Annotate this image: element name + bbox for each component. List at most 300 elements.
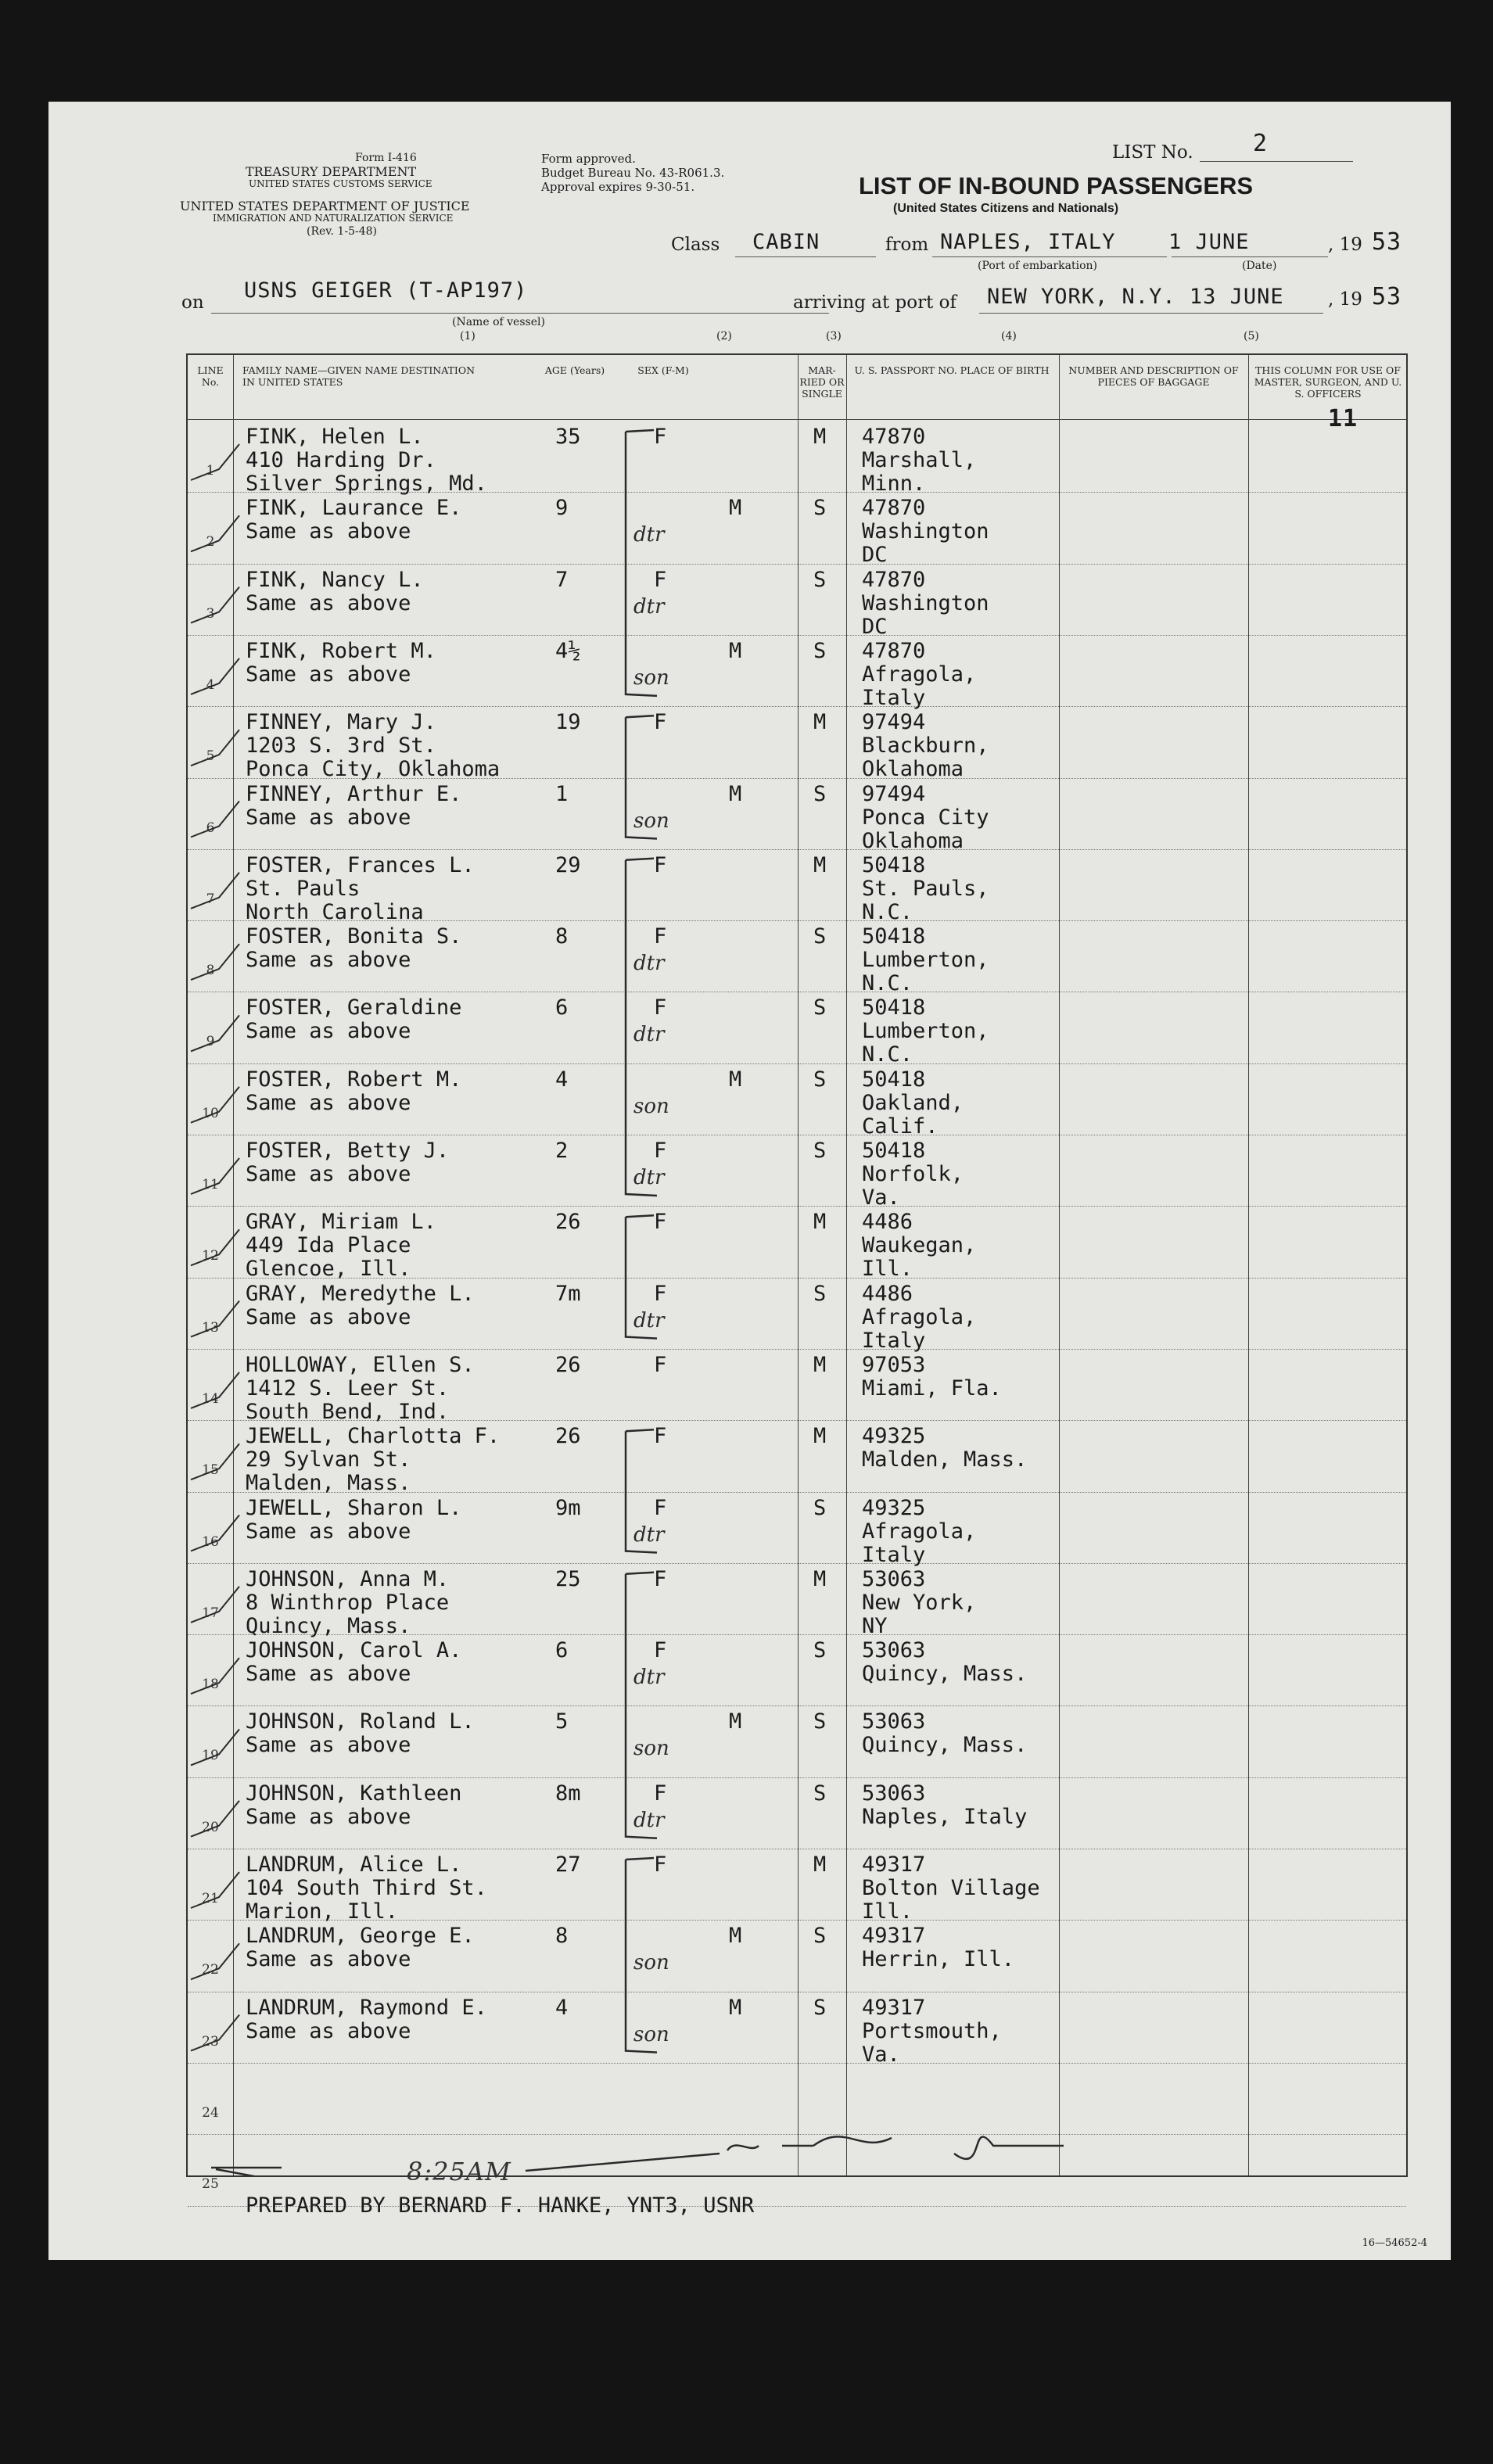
- vessel-name: USNS GEIGER (T-AP197): [244, 278, 528, 303]
- passenger-marital-status: S: [813, 1495, 827, 1520]
- passenger-destination: 449 Ida Place: [246, 1233, 411, 1258]
- year-prefix-2: , 19: [1328, 289, 1362, 310]
- passenger-sex: F: [654, 1352, 667, 1377]
- family-bracket: [626, 430, 657, 696]
- list-number: 2: [1253, 130, 1269, 157]
- place-of-birth: Quincy, Mass.: [862, 1733, 1028, 1758]
- passport-number: 50418: [862, 1067, 926, 1092]
- relationship-note: son: [633, 2022, 669, 2046]
- place-of-birth-2: N.C.: [862, 1042, 913, 1067]
- check-mark: [191, 2015, 239, 2051]
- place-of-birth-2: Calif.: [862, 1114, 939, 1139]
- passenger-marital-status: S: [813, 567, 827, 592]
- place-of-birth: Quincy, Mass.: [862, 1662, 1028, 1687]
- passenger-sex: F: [654, 710, 667, 735]
- passport-number: 49317: [862, 1924, 926, 1949]
- passenger-marital-status: M: [813, 710, 827, 735]
- place-of-birth: Lumberton,: [862, 948, 989, 973]
- passenger-destination: Same as above: [246, 1304, 411, 1329]
- family-bracket: [626, 1215, 657, 1338]
- passenger-destination: 1203 S. 3rd St.: [246, 733, 436, 759]
- place-of-birth: St. Pauls,: [862, 876, 989, 901]
- line-number: 1: [206, 463, 215, 479]
- line-number: 13: [202, 1319, 219, 1336]
- passenger-marital-status: M: [813, 1424, 827, 1449]
- passenger-age: 8m: [555, 1781, 581, 1806]
- passenger-name: FINNEY, Mary J.: [246, 710, 436, 735]
- passenger-age: 6: [555, 995, 569, 1020]
- passenger-name: FINNEY, Arthur E.: [246, 781, 462, 806]
- check-mark: [191, 1801, 239, 1837]
- arrival-year: 53: [1372, 283, 1402, 310]
- passport-number: 49325: [862, 1495, 926, 1520]
- passenger-age: 26: [555, 1424, 581, 1449]
- passport-number: 47870: [862, 425, 926, 449]
- passenger-age: 7m: [555, 1281, 581, 1306]
- passenger-destination: Same as above: [246, 1162, 411, 1186]
- passenger-name: FOSTER, Betty J.: [246, 1139, 450, 1163]
- line-number: 16: [202, 1533, 219, 1550]
- place-of-birth-2: Va.: [862, 2042, 900, 2067]
- passenger-destination: Same as above: [246, 805, 411, 830]
- passenger-destination: Same as above: [246, 662, 411, 687]
- handwritten-marks: [188, 355, 1406, 2175]
- passport-number: 97053: [862, 1352, 926, 1377]
- passport-number: 49325: [862, 1424, 926, 1449]
- place-of-birth-2: DC: [862, 543, 888, 568]
- passenger-sex: F: [654, 995, 667, 1020]
- header-married: MAR-RIED OR SINGLE: [799, 364, 845, 400]
- place-of-birth: Washington: [862, 519, 989, 544]
- passport-number: 50418: [862, 852, 926, 877]
- passenger-destination: Same as above: [246, 1662, 411, 1687]
- place-of-birth: Portsmouth,: [862, 2018, 1002, 2043]
- place-of-birth: Waukegan,: [862, 1233, 977, 1258]
- approval-line-2: Budget Bureau No. 43-R061.3.: [541, 166, 725, 180]
- passenger-sex: M: [729, 1067, 742, 1092]
- passenger-destination: Same as above: [246, 948, 411, 973]
- line-number: 4: [206, 676, 215, 693]
- passenger-name: JOHNSON, Carol A.: [246, 1638, 462, 1663]
- column-number-4: (4): [1001, 330, 1017, 343]
- relationship-note: dtr: [633, 1308, 665, 1332]
- passenger-destination-2: North Carolina: [246, 899, 424, 924]
- passenger-sex: F: [654, 924, 667, 949]
- check-mark: [191, 802, 239, 837]
- check-mark: [191, 1515, 239, 1551]
- passenger-age: 19: [555, 710, 581, 735]
- passenger-destination: Same as above: [246, 1519, 411, 1544]
- date-caption: (Date): [1242, 260, 1277, 272]
- passenger-destination: 29 Sylvan St.: [246, 1447, 411, 1472]
- passenger-name: GRAY, Meredythe L.: [246, 1281, 475, 1306]
- line-number: 7: [206, 891, 215, 907]
- passenger-name: FOSTER, Geraldine: [246, 995, 462, 1020]
- treasury-dept: TREASURY DEPARTMENT: [246, 164, 417, 179]
- passenger-sex: F: [654, 1495, 667, 1520]
- relationship-note: son: [633, 665, 669, 690]
- passenger-marital-status: S: [813, 638, 827, 663]
- handwritten-time: 8:25AM: [407, 2157, 511, 2186]
- passenger-name: FINK, Robert M.: [246, 638, 436, 663]
- port-of-embarkation: NAPLES, ITALY: [940, 230, 1116, 254]
- passenger-sex: F: [654, 425, 667, 449]
- class-value: CABIN: [752, 230, 820, 254]
- passenger-sex: F: [654, 852, 667, 877]
- passport-number: 53063: [862, 1781, 926, 1806]
- relationship-note: dtr: [633, 1808, 665, 1832]
- passenger-destination-2: Glencoe, Ill.: [246, 1257, 411, 1282]
- passenger-destination: St. Pauls: [246, 876, 361, 901]
- passenger-destination: Same as above: [246, 590, 411, 615]
- passenger-destination-2: Ponca City, Oklahoma: [246, 757, 501, 782]
- place-of-birth: Afragola,: [862, 1304, 977, 1329]
- place-of-birth: Miami, Fla.: [862, 1375, 1002, 1401]
- column-number-3: (3): [826, 330, 842, 343]
- place-of-birth: Oakland,: [862, 1090, 964, 1115]
- passenger-marital-status: S: [813, 1781, 827, 1806]
- line-number: 22: [202, 1962, 219, 1978]
- check-mark: [191, 515, 239, 551]
- place-of-birth: Norfolk,: [862, 1162, 964, 1186]
- column-number-1: (1): [460, 330, 476, 343]
- passenger-name: JOHNSON, Roland L.: [246, 1709, 475, 1734]
- line-number: 23: [202, 2033, 219, 2050]
- check-mark: [191, 587, 239, 623]
- passenger-destination: 104 South Third St.: [246, 1876, 487, 1900]
- relationship-note: dtr: [633, 594, 665, 619]
- check-mark: [191, 873, 239, 909]
- check-mark: [191, 1372, 239, 1408]
- passport-number: 53063: [862, 1566, 926, 1591]
- check-mark: [191, 1158, 239, 1194]
- passport-number: 49317: [862, 1852, 926, 1877]
- header-baggage: NUMBER AND DESCRIPTION OF PIECES OF BAGGAGE: [1068, 364, 1239, 388]
- passenger-name: FINK, Nancy L.: [246, 567, 424, 592]
- line-number: 15: [202, 1462, 219, 1479]
- line-number: 8: [206, 963, 215, 979]
- vessel-caption: (Name of vessel): [452, 316, 545, 328]
- place-of-birth-2: DC: [862, 614, 888, 639]
- passenger-destination: Same as above: [246, 2018, 411, 2043]
- passenger-age: 5: [555, 1709, 569, 1734]
- passenger-name: HOLLOWAY, Ellen S.: [246, 1352, 475, 1377]
- passport-number: 97494: [862, 710, 926, 735]
- passenger-name: GRAY, Miriam L.: [246, 1210, 436, 1235]
- passenger-sex: F: [654, 1210, 667, 1235]
- place-of-birth: Lumberton,: [862, 1019, 989, 1044]
- immigration-service: IMMIGRATION AND NATURALIZATION SERVICE: [213, 213, 454, 224]
- passenger-name: LANDRUM, Raymond E.: [246, 1995, 487, 2020]
- passenger-marital-status: S: [813, 1924, 827, 1949]
- passenger-age: 29: [555, 852, 581, 877]
- relationship-note: dtr: [633, 1666, 665, 1690]
- line-number: 19: [202, 1748, 219, 1764]
- check-mark: [191, 1943, 239, 1979]
- passenger-name: JEWELL, Charlotta F.: [246, 1424, 501, 1449]
- passenger-table: [186, 353, 1408, 2218]
- footer-form-number: 16—54652-4: [1362, 2237, 1427, 2249]
- passenger-sex: F: [654, 1281, 667, 1306]
- passenger-age: 35: [555, 425, 581, 449]
- passenger-age: 9: [555, 496, 569, 521]
- justice-dept: UNITED STATES DEPARTMENT OF JUSTICE: [180, 199, 470, 213]
- customs-service: UNITED STATES CUSTOMS SERVICE: [249, 178, 432, 189]
- passenger-age: 7: [555, 567, 569, 592]
- passenger-destination: 410 Harding Dr.: [246, 448, 436, 472]
- arrival-port-date: NEW YORK, N.Y. 13 JUNE: [987, 285, 1284, 309]
- family-bracket: [626, 1573, 657, 1838]
- list-no-label: LIST No.: [1112, 142, 1193, 163]
- passport-number: 50418: [862, 1139, 926, 1163]
- prepared-by: PREPARED BY BERNARD F. HANKE, YNT3, USNR: [246, 2193, 755, 2218]
- relationship-note: son: [633, 1951, 669, 1975]
- line-number: 11: [202, 1177, 219, 1193]
- arriving-label: arriving at port of: [793, 292, 956, 313]
- relationship-note: son: [633, 809, 669, 833]
- passenger-sex: F: [654, 1781, 667, 1806]
- passenger-age: 4: [555, 1995, 569, 2020]
- passenger-name: FOSTER, Robert M.: [246, 1067, 462, 1092]
- line-number: 9: [206, 1034, 215, 1050]
- passenger-age: 9m: [555, 1495, 581, 1520]
- passenger-age: 25: [555, 1566, 581, 1591]
- passenger-sex: M: [729, 1995, 742, 2020]
- header-line-no: LINE No.: [197, 364, 224, 388]
- passenger-destination: 1412 S. Leer St.: [246, 1375, 450, 1401]
- relationship-note: dtr: [633, 952, 665, 976]
- place-of-birth-2: Italy: [862, 685, 926, 710]
- passenger-destination: Same as above: [246, 1804, 411, 1829]
- passenger-marital-status: M: [813, 1210, 827, 1235]
- family-bracket: [626, 1858, 657, 2053]
- on-label: on: [181, 292, 204, 313]
- check-mark: [191, 1587, 239, 1623]
- check-mark: [191, 1087, 239, 1123]
- header-age: AGE (Years): [544, 364, 605, 376]
- passenger-age: 6: [555, 1638, 569, 1663]
- line-number: 24: [202, 2104, 219, 2121]
- place-of-birth: Afragola,: [862, 1519, 977, 1544]
- passenger-destination-2: Quincy, Mass.: [246, 1613, 411, 1638]
- header-passport: U. S. PASSPORT NO. PLACE OF BIRTH: [854, 364, 1050, 376]
- form-number: Form I-416: [355, 152, 417, 164]
- passenger-destination: Same as above: [246, 1947, 411, 1972]
- passenger-age: 4½: [555, 638, 581, 663]
- place-of-birth: Washington: [862, 590, 989, 615]
- family-bracket: [626, 859, 657, 1196]
- check-mark: [191, 1229, 239, 1265]
- passenger-age: 26: [555, 1210, 581, 1235]
- passenger-marital-status: M: [813, 425, 827, 449]
- passenger-sex: F: [654, 1852, 667, 1877]
- passport-number: 53063: [862, 1709, 926, 1734]
- check-mark: [191, 1729, 239, 1765]
- year-prefix-1: , 19: [1328, 235, 1362, 255]
- passenger-name: JOHNSON, Kathleen: [246, 1781, 462, 1806]
- passenger-age: 26: [555, 1352, 581, 1377]
- header-officers: THIS COLUMN FOR USE OF MASTER, SURGEON, AND U. S. OFFICERS: [1254, 364, 1402, 400]
- relationship-note: son: [633, 1737, 669, 1761]
- passenger-sex: M: [729, 1924, 742, 1949]
- passenger-destination-2: Malden, Mass.: [246, 1471, 411, 1496]
- passenger-destination-2: Silver Springs, Md.: [246, 472, 487, 496]
- place-of-birth-2: Oklahoma: [862, 828, 964, 853]
- passenger-age: 4: [555, 1067, 569, 1092]
- passenger-marital-status: M: [813, 1566, 827, 1591]
- check-mark: [191, 658, 239, 694]
- line-number: 2: [206, 534, 215, 551]
- place-of-birth-2: Va.: [862, 1185, 900, 1210]
- passenger-sex: F: [654, 1638, 667, 1663]
- header-name: FAMILY NAME—GIVEN NAME DESTINATION IN UNITED STATES: [242, 364, 476, 388]
- passenger-sex: F: [654, 1566, 667, 1591]
- passenger-age: 8: [555, 1924, 569, 1949]
- place-of-birth-2: N.C.: [862, 971, 913, 996]
- relationship-note: son: [633, 1094, 669, 1118]
- family-bracket: [626, 716, 657, 838]
- line-number: 6: [206, 820, 215, 836]
- relationship-note: dtr: [633, 1023, 665, 1047]
- place-of-birth: Afragola,: [862, 662, 977, 687]
- place-of-birth-2: Ill.: [862, 1257, 913, 1282]
- manifest-sheet: [48, 102, 1451, 2260]
- passenger-destination: Same as above: [246, 1090, 411, 1115]
- passenger-destination: 8 Winthrop Place: [246, 1590, 450, 1615]
- passenger-marital-status: S: [813, 781, 827, 806]
- passenger-sex: F: [654, 567, 667, 592]
- passport-number: 4486: [862, 1210, 913, 1235]
- place-of-birth: Marshall,: [862, 448, 977, 472]
- passenger-marital-status: S: [813, 496, 827, 521]
- place-of-birth: Herrin, Ill.: [862, 1947, 1015, 1972]
- officers-count: 11: [1328, 405, 1358, 432]
- passenger-name: FOSTER, Frances L.: [246, 852, 475, 877]
- passenger-marital-status: S: [813, 995, 827, 1020]
- line-number: 12: [202, 1248, 219, 1264]
- family-bracket: [626, 1429, 657, 1552]
- passenger-marital-status: M: [813, 1852, 827, 1877]
- relationship-note: dtr: [633, 1166, 665, 1189]
- line-number: 14: [202, 1390, 219, 1407]
- revision: (Rev. 1-5-48): [307, 225, 377, 238]
- passenger-sex: M: [729, 781, 742, 806]
- document-subtitle: (United States Citizens and Nationals): [893, 202, 1119, 215]
- passenger-sex: M: [729, 638, 742, 663]
- passenger-marital-status: S: [813, 1067, 827, 1092]
- line-number: 3: [206, 605, 215, 622]
- passenger-name: FOSTER, Bonita S.: [246, 924, 462, 949]
- check-mark: [191, 1872, 239, 1908]
- passenger-marital-status: M: [813, 852, 827, 877]
- passenger-destination-2: South Bend, Ind.: [246, 1399, 450, 1424]
- passport-number: 97494: [862, 781, 926, 806]
- passport-number: 47870: [862, 567, 926, 592]
- place-of-birth: Malden, Mass.: [862, 1447, 1028, 1472]
- passenger-destination-2: Marion, Ill.: [246, 1899, 399, 1924]
- line-number: 20: [202, 1819, 219, 1835]
- place-of-birth-2: Oklahoma: [862, 757, 964, 782]
- passenger-sex: F: [654, 1139, 667, 1163]
- embarkation-date: 1 JUNE: [1168, 230, 1250, 254]
- place-of-birth-2: Italy: [862, 1328, 926, 1353]
- passenger-destination: Same as above: [246, 1019, 411, 1044]
- passenger-age: 27: [555, 1852, 581, 1877]
- line-number: 10: [202, 1105, 219, 1121]
- check-mark: [191, 944, 239, 980]
- passport-number: 47870: [862, 496, 926, 521]
- passenger-marital-status: S: [813, 1709, 827, 1734]
- port-caption: (Port of embarkation): [978, 260, 1097, 272]
- line-number: 18: [202, 1677, 219, 1693]
- passenger-marital-status: S: [813, 1281, 827, 1306]
- place-of-birth: Bolton Village: [862, 1876, 1040, 1900]
- place-of-birth-2: N.C.: [862, 899, 913, 924]
- passenger-marital-status: S: [813, 924, 827, 949]
- check-mark: [191, 1658, 239, 1694]
- document-title: LIST OF IN-BOUND PASSENGERS: [859, 172, 1254, 199]
- passenger-sex: M: [729, 1709, 742, 1734]
- passenger-name: LANDRUM, George E.: [246, 1924, 475, 1949]
- check-mark: [191, 1444, 239, 1479]
- passport-number: 47870: [862, 638, 926, 663]
- line-number: 25: [202, 2176, 219, 2193]
- passenger-name: LANDRUM, Alice L.: [246, 1852, 462, 1877]
- header-sex: SEX (F-M): [637, 364, 689, 376]
- relationship-note: dtr: [633, 523, 665, 547]
- approval-line-1: Form approved.: [541, 152, 636, 166]
- line-number: 17: [202, 1605, 219, 1621]
- place-of-birth-2: Italy: [862, 1542, 926, 1567]
- check-mark: [191, 444, 239, 480]
- passenger-marital-status: S: [813, 1995, 827, 2020]
- check-mark: [191, 1301, 239, 1337]
- passenger-name: FINK, Laurance E.: [246, 496, 462, 521]
- check-mark: [191, 1015, 239, 1051]
- place-of-birth-2: Minn.: [862, 472, 926, 496]
- line-number: 21: [202, 1891, 219, 1906]
- passenger-age: 1: [555, 781, 569, 806]
- place-of-birth: Naples, Italy: [862, 1804, 1028, 1829]
- embarkation-year: 53: [1372, 228, 1402, 256]
- line-number: 5: [206, 748, 215, 765]
- place-of-birth-2: NY: [862, 1613, 888, 1638]
- passenger-marital-status: M: [813, 1352, 827, 1377]
- passport-number: 53063: [862, 1638, 926, 1663]
- passenger-name: JOHNSON, Anna M.: [246, 1566, 450, 1591]
- passenger-name: FINK, Helen L.: [246, 425, 424, 449]
- passenger-destination: Same as above: [246, 519, 411, 544]
- place-of-birth: Blackburn,: [862, 733, 989, 759]
- passenger-destination: Same as above: [246, 1733, 411, 1758]
- column-number-5: (5): [1244, 330, 1259, 343]
- column-number-2: (2): [716, 330, 732, 343]
- place-of-birth: New York,: [862, 1590, 977, 1615]
- passport-number: 50418: [862, 924, 926, 949]
- relationship-note: dtr: [633, 1523, 665, 1547]
- place-of-birth: Ponca City: [862, 805, 989, 830]
- approval-line-3: Approval expires 9-30-51.: [541, 180, 695, 194]
- passenger-marital-status: S: [813, 1139, 827, 1163]
- from-label: from: [885, 235, 929, 255]
- passport-number: 50418: [862, 995, 926, 1020]
- passenger-name: JEWELL, Sharon L.: [246, 1495, 462, 1520]
- passenger-age: 8: [555, 924, 569, 949]
- passport-number: 4486: [862, 1281, 913, 1306]
- passport-number: 49317: [862, 1995, 926, 2020]
- class-label: Class: [671, 235, 720, 255]
- passenger-age: 2: [555, 1139, 569, 1163]
